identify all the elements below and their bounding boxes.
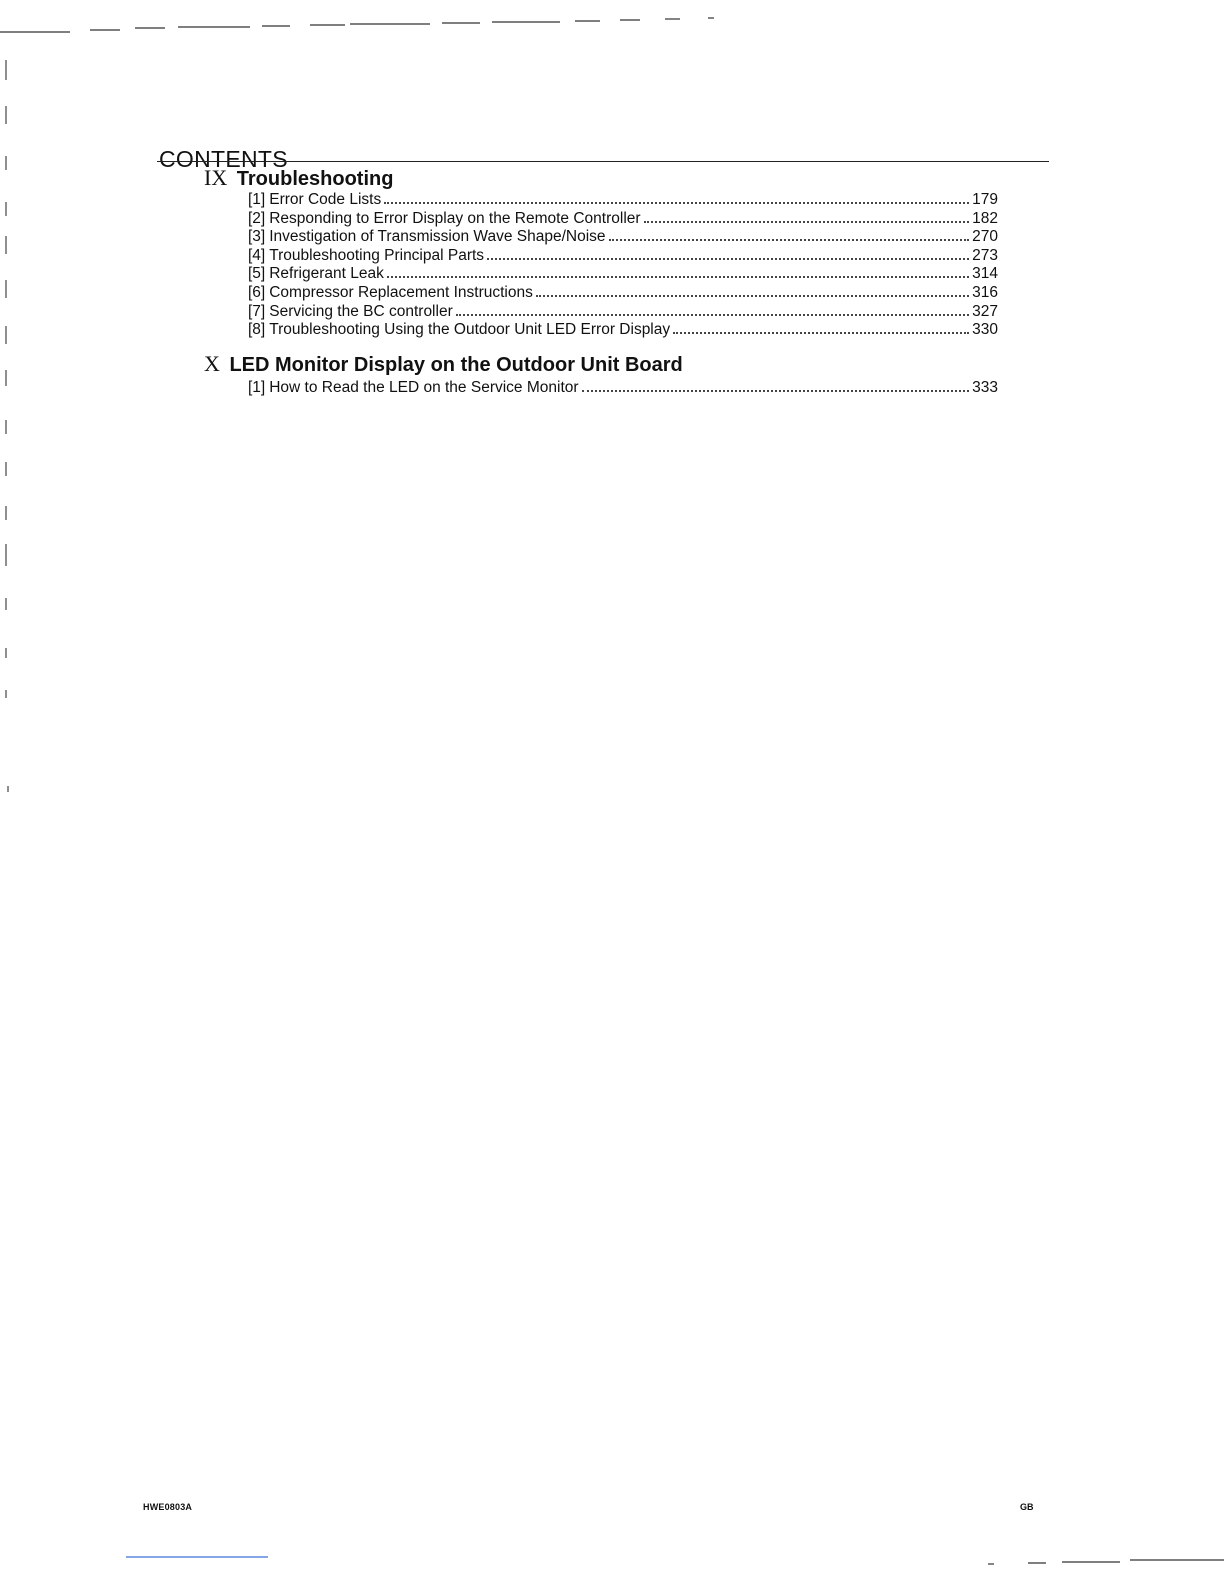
toc-entry-page: 316 bbox=[972, 283, 998, 301]
toc-entry-page: 333 bbox=[972, 379, 998, 396]
scan-artifact-top bbox=[0, 14, 720, 38]
chapter-numeral: X bbox=[204, 351, 220, 376]
toc-entry[interactable] bbox=[248, 284, 998, 303]
toc-entry-number: [1] bbox=[248, 191, 266, 208]
toc-entry-number: [7] bbox=[248, 302, 266, 320]
toc-entry[interactable] bbox=[248, 303, 998, 322]
scan-artifact-bottom-right bbox=[980, 1548, 1224, 1568]
dot-leader bbox=[487, 258, 969, 260]
dot-leader bbox=[456, 314, 969, 316]
dot-leader bbox=[536, 295, 969, 297]
title-rule bbox=[157, 161, 1049, 162]
toc-entry-page: 182 bbox=[972, 209, 998, 227]
toc-entry-title: Compressor Replacement Instructions bbox=[269, 283, 533, 301]
toc-entry-number: [4] bbox=[248, 246, 266, 264]
toc-entry-title: Servicing the BC controller bbox=[269, 302, 453, 320]
toc-entry-title: Responding to Error Display on the Remote Controller bbox=[269, 209, 641, 227]
toc-entry-number: [6] bbox=[248, 283, 266, 301]
footer-language-code: GB bbox=[1020, 1502, 1034, 1512]
scan-artifact-bottom-left bbox=[126, 1554, 268, 1560]
toc-entry-page: 273 bbox=[972, 246, 998, 264]
dot-leader bbox=[609, 239, 970, 241]
dot-leader bbox=[582, 390, 970, 392]
chapter-heading bbox=[204, 352, 1024, 377]
toc-entry-page: 314 bbox=[972, 265, 998, 283]
toc-entry-title: Troubleshooting Principal Parts bbox=[269, 246, 485, 264]
chapter-numeral: IX bbox=[204, 165, 228, 190]
toc-entry-page: 179 bbox=[972, 191, 998, 208]
toc-entry[interactable] bbox=[248, 265, 998, 284]
toc-entry-page: 327 bbox=[972, 302, 998, 320]
toc-list bbox=[248, 379, 998, 398]
toc-entry-page: 330 bbox=[972, 321, 998, 339]
scan-artifact-left-edge bbox=[0, 30, 20, 1450]
toc-entry[interactable] bbox=[248, 228, 998, 247]
dot-leader bbox=[673, 332, 969, 334]
chapter-heading bbox=[204, 166, 1024, 191]
toc-entry-number: [8] bbox=[248, 321, 266, 339]
toc-entry-number: [3] bbox=[248, 228, 266, 246]
toc-entry[interactable] bbox=[248, 191, 998, 210]
toc-entry-title: Troubleshooting Using the Outdoor Unit LED Error Display bbox=[269, 321, 671, 339]
chapter-x bbox=[204, 352, 1024, 398]
toc-entry-page: 270 bbox=[972, 228, 998, 246]
toc-entry-title: Investigation of Transmission Wave Shape/Noise bbox=[269, 228, 606, 246]
toc-entry[interactable] bbox=[248, 321, 998, 340]
toc-entry[interactable] bbox=[248, 247, 998, 266]
toc-entry[interactable] bbox=[248, 210, 998, 229]
chapter-title: LED Monitor Display on the Outdoor Unit Board bbox=[229, 354, 683, 376]
page-title: CONTENTS bbox=[159, 146, 288, 173]
toc-entry-number: [2] bbox=[248, 209, 266, 227]
toc-entry-number: [1] bbox=[248, 379, 266, 396]
chapter-title: Troubleshooting bbox=[236, 168, 394, 190]
dot-leader bbox=[387, 276, 969, 278]
dot-leader bbox=[384, 202, 969, 204]
footer-document-code: HWE0803A bbox=[143, 1502, 193, 1512]
toc-entry-title: Refrigerant Leak bbox=[269, 265, 384, 283]
toc-list bbox=[248, 191, 998, 340]
toc-entry[interactable] bbox=[248, 379, 998, 398]
toc-entry-title: How to Read the LED on the Service Monitor bbox=[269, 379, 579, 396]
toc-entry-number: [5] bbox=[248, 265, 266, 283]
chapter-ix bbox=[204, 166, 1024, 340]
dot-leader bbox=[644, 221, 970, 223]
toc-entry-title: Error Code Lists bbox=[269, 191, 382, 208]
